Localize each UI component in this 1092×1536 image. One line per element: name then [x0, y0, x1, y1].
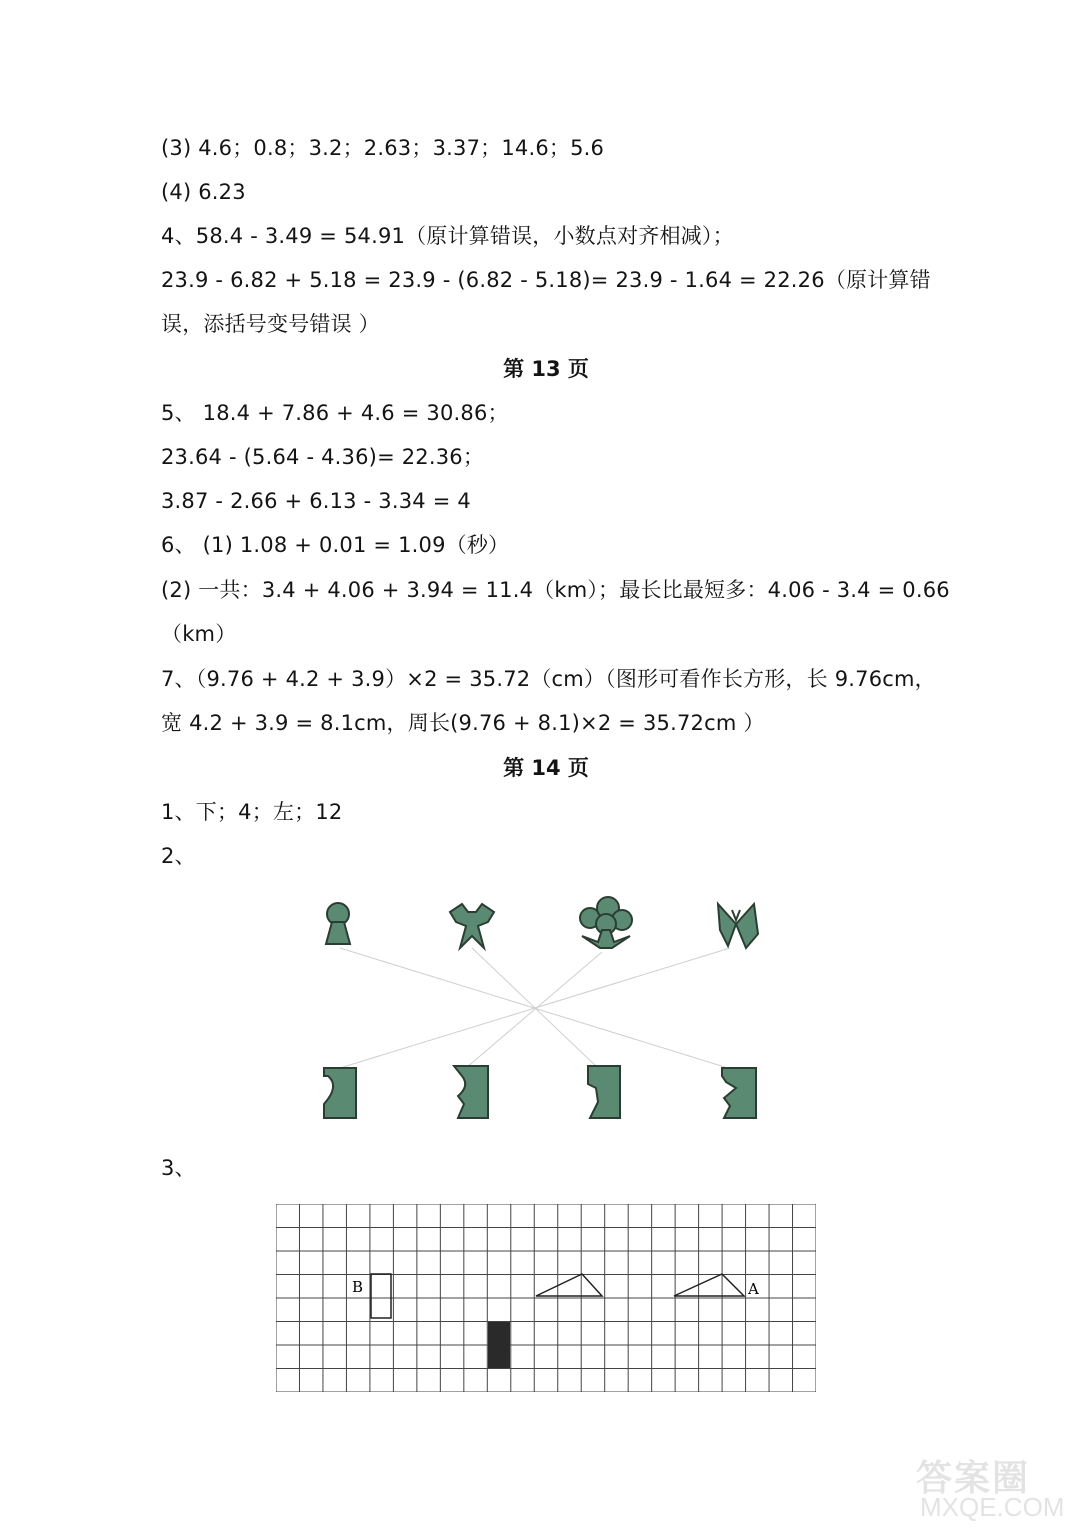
cutout-card-icon — [454, 1066, 488, 1118]
match-lines — [340, 948, 730, 1068]
star-shape-icon — [450, 904, 494, 948]
answer-line: 3.87 - 2.66 + 6.13 - 3.34 = 4 — [161, 489, 471, 513]
watermark-text: 答案圈 — [916, 1458, 1031, 1499]
grid-lines — [276, 1204, 816, 1392]
answer-line: (2) 一共：3.4 + 4.06 + 3.94 = 11.4（km）；最长比最短多：4.06 - 3.4 = 0.66 — [161, 578, 950, 602]
answer-line: 1、下；4；左；12 — [161, 800, 343, 824]
answer-line: 5、 18.4 + 7.86 + 4.6 = 30.86； — [161, 401, 509, 425]
cutout-card-icon — [588, 1066, 620, 1118]
answer-line: 3、 — [161, 1156, 196, 1180]
answer-line: 23.64 - (5.64 - 4.36)= 22.36； — [161, 445, 485, 469]
watermark — [916, 1450, 1086, 1530]
page-heading-13: 第 13 页 — [503, 357, 589, 381]
answer-line: 宽 4.2 + 3.9 = 8.1cm，周长(9.76 + 8.1)×2 = 35.72cm ） — [161, 711, 765, 735]
keyhole-icon — [326, 903, 350, 944]
cutout-card-icon — [324, 1068, 356, 1118]
label-b: B — [352, 1278, 364, 1296]
match-line — [466, 952, 602, 1068]
answer-line: 2、 — [161, 844, 196, 868]
label-a: A — [748, 1280, 759, 1298]
answer-line: (4) 6.23 — [161, 180, 246, 204]
watermark-url: MXQE.COM — [920, 1492, 1065, 1522]
answer-line: (3) 4.6；0.8；3.2；2.63；3.37；14.6；5.6 — [161, 136, 605, 160]
triangle-right — [674, 1274, 744, 1296]
answer-line: 23.9 - 6.82 + 5.18 = 23.9 - (6.82 - 5.18)= 23.9 - 1.64 = 22.26（原计算错 — [161, 268, 931, 292]
answer-line: 误，添括号变号错误 ） — [161, 312, 380, 336]
answer-line: 4、58.4 - 3.49 = 54.91（原计算错误，小数点对齐相减）； — [161, 224, 734, 248]
answer-line: （km） — [161, 622, 237, 646]
tree-icon — [580, 897, 632, 948]
butterfly-icon — [718, 904, 758, 948]
cutout-card-icon — [722, 1068, 756, 1118]
shaded-rectangle — [488, 1322, 510, 1368]
rectangle-b — [371, 1274, 391, 1318]
grid-figure — [276, 1204, 816, 1392]
page-heading-14: 第 14 页 — [503, 756, 589, 780]
triangle-left — [536, 1274, 602, 1296]
answer-line: 6、 (1) 1.08 + 0.01 = 1.09（秒） — [161, 533, 510, 557]
matching-figure — [300, 890, 800, 1130]
answer-line: 7、（9.76 + 4.2 + 3.9）×2 = 35.72（cm）（图形可看作长方形，长 9.76cm， — [161, 667, 936, 691]
